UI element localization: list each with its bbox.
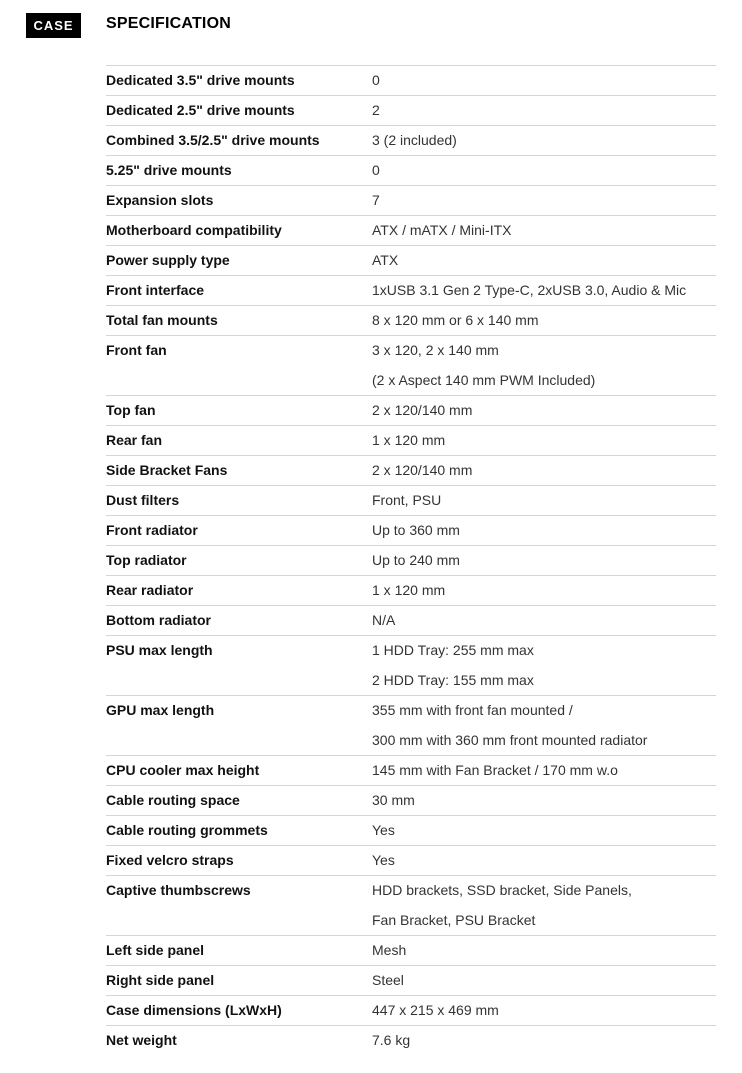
spec-values bbox=[372, 456, 716, 485]
spec-values bbox=[372, 816, 716, 845]
spec-values bbox=[372, 306, 716, 335]
spec-values bbox=[372, 516, 716, 545]
spec-row bbox=[106, 756, 716, 786]
spec-value: 2 HDD Tray: 155 mm max bbox=[372, 672, 534, 688]
spec-values bbox=[372, 576, 716, 605]
spec-label: Net weight bbox=[106, 1032, 177, 1048]
spec-value: 0 bbox=[372, 162, 380, 178]
spec-label: Cable routing grommets bbox=[106, 822, 268, 838]
spec-row bbox=[106, 546, 716, 576]
spec-value: 7.6 kg bbox=[372, 1032, 411, 1048]
spec-label: Top fan bbox=[106, 402, 156, 418]
spec-value: Yes bbox=[372, 852, 395, 868]
spec-value: 0 bbox=[372, 72, 380, 88]
spec-label: Side Bracket Fans bbox=[106, 462, 228, 478]
spec-value: 3 (2 included) bbox=[372, 132, 457, 148]
spec-row bbox=[106, 156, 716, 186]
spec-values bbox=[372, 486, 716, 515]
spec-row bbox=[106, 276, 716, 306]
spec-value: 1xUSB 3.1 Gen 2 Type-C, 2xUSB 3.0, Audio & Mic bbox=[372, 282, 687, 298]
spec-row bbox=[106, 306, 716, 336]
spec-row bbox=[106, 876, 716, 936]
spec-values bbox=[372, 156, 716, 185]
spec-values bbox=[372, 606, 716, 635]
spec-values bbox=[372, 246, 716, 275]
spec-value: ATX / mATX / Mini-ITX bbox=[372, 222, 512, 238]
spec-values bbox=[372, 996, 716, 1025]
spec-value: 3 x 120, 2 x 140 mm bbox=[372, 342, 499, 358]
spec-row bbox=[106, 1026, 716, 1055]
spec-value: 1 x 120 mm bbox=[372, 582, 446, 598]
spec-label: Right side panel bbox=[106, 972, 215, 988]
spec-values bbox=[372, 276, 716, 305]
spec-values bbox=[372, 426, 716, 455]
spec-label: Total fan mounts bbox=[106, 312, 218, 328]
spec-label: Rear radiator bbox=[106, 582, 194, 598]
spec-value: Fan Bracket, PSU Bracket bbox=[372, 912, 536, 928]
spec-value: Front, PSU bbox=[372, 492, 442, 508]
spec-value: 355 mm with front fan mounted / bbox=[372, 702, 573, 718]
spec-label: Dust filters bbox=[106, 492, 180, 508]
spec-label: Left side panel bbox=[106, 942, 205, 958]
spec-row bbox=[106, 696, 716, 756]
spec-value: N/A bbox=[372, 612, 396, 628]
spec-values bbox=[372, 66, 716, 95]
spec-value: HDD brackets, SSD bracket, Side Panels, bbox=[372, 882, 632, 898]
spec-row bbox=[106, 66, 716, 96]
spec-value: 300 mm with 360 mm front mounted radiator bbox=[372, 732, 648, 748]
spec-value: 7 bbox=[372, 192, 380, 208]
spec-label: Cable routing space bbox=[106, 792, 240, 808]
spec-values bbox=[372, 936, 716, 965]
spec-values bbox=[372, 966, 716, 995]
spec-value: Steel bbox=[372, 972, 404, 988]
spec-row bbox=[106, 636, 716, 696]
spec-label: Front fan bbox=[106, 342, 167, 358]
spec-values bbox=[372, 396, 716, 425]
spec-values bbox=[372, 186, 716, 215]
spec-label: Captive thumbscrews bbox=[106, 882, 251, 898]
spec-label: Fixed velcro straps bbox=[106, 852, 234, 868]
spec-row bbox=[106, 96, 716, 126]
spec-values bbox=[372, 546, 716, 575]
spec-row bbox=[106, 576, 716, 606]
spec-row bbox=[106, 996, 716, 1026]
case-badge: CASE bbox=[26, 13, 81, 38]
spec-label: Motherboard compatibility bbox=[106, 222, 282, 238]
spec-values bbox=[372, 756, 716, 785]
spec-label: Bottom radiator bbox=[106, 612, 211, 628]
spec-table bbox=[106, 65, 716, 1055]
spec-label: CPU cooler max height bbox=[106, 762, 260, 778]
spec-value: 8 x 120 mm or 6 x 140 mm bbox=[372, 312, 539, 328]
spec-row bbox=[106, 186, 716, 216]
spec-row bbox=[106, 966, 716, 996]
spec-values bbox=[372, 846, 716, 875]
spec-values bbox=[372, 336, 716, 395]
spec-label: 5.25" drive mounts bbox=[106, 162, 232, 178]
spec-value: 2 x 120/140 mm bbox=[372, 402, 473, 418]
spec-row bbox=[106, 216, 716, 246]
spec-value: 447 x 215 x 469 mm bbox=[372, 1002, 499, 1018]
spec-label: Expansion slots bbox=[106, 192, 214, 208]
spec-row bbox=[106, 336, 716, 396]
spec-row bbox=[106, 786, 716, 816]
spec-values bbox=[372, 96, 716, 125]
spec-row bbox=[106, 846, 716, 876]
spec-values bbox=[372, 786, 716, 815]
spec-values bbox=[372, 876, 716, 935]
spec-values bbox=[372, 126, 716, 155]
spec-value: 145 mm with Fan Bracket / 170 mm w.o bbox=[372, 762, 618, 778]
spec-label: Front radiator bbox=[106, 522, 198, 538]
spec-value: 2 x 120/140 mm bbox=[372, 462, 473, 478]
spec-row bbox=[106, 606, 716, 636]
spec-value: (2 x Aspect 140 mm PWM Included) bbox=[372, 372, 596, 388]
spec-row bbox=[106, 486, 716, 516]
spec-row bbox=[106, 426, 716, 456]
spec-value: Up to 360 mm bbox=[372, 522, 460, 538]
spec-row bbox=[106, 246, 716, 276]
spec-value: ATX bbox=[372, 252, 399, 268]
spec-label: Top radiator bbox=[106, 552, 187, 568]
spec-label: PSU max length bbox=[106, 642, 213, 658]
spec-row bbox=[106, 516, 716, 546]
page-title: SPECIFICATION bbox=[106, 15, 231, 32]
spec-label: Rear fan bbox=[106, 432, 163, 448]
spec-value: 1 HDD Tray: 255 mm max bbox=[372, 642, 534, 658]
spec-label: GPU max length bbox=[106, 702, 215, 718]
spec-label: Combined 3.5/2.5" drive mounts bbox=[106, 132, 320, 148]
spec-label: Case dimensions (LxWxH) bbox=[106, 1002, 282, 1018]
spec-row bbox=[106, 126, 716, 156]
spec-label: Dedicated 3.5" drive mounts bbox=[106, 72, 295, 88]
spec-label: Front interface bbox=[106, 282, 205, 298]
spec-row bbox=[106, 396, 716, 426]
spec-value: 2 bbox=[372, 102, 380, 118]
spec-label: Dedicated 2.5" drive mounts bbox=[106, 102, 295, 118]
spec-value: 30 mm bbox=[372, 792, 415, 808]
spec-value: Up to 240 mm bbox=[372, 552, 460, 568]
spec-row bbox=[106, 816, 716, 846]
spec-label: Power supply type bbox=[106, 252, 230, 268]
spec-values bbox=[372, 696, 716, 755]
spec-value: 1 x 120 mm bbox=[372, 432, 446, 448]
spec-values bbox=[372, 636, 716, 695]
spec-values bbox=[372, 216, 716, 245]
spec-value: Yes bbox=[372, 822, 395, 838]
spec-row bbox=[106, 456, 716, 486]
spec-value: Mesh bbox=[372, 942, 407, 958]
spec-row bbox=[106, 936, 716, 966]
spec-values bbox=[372, 1026, 716, 1055]
